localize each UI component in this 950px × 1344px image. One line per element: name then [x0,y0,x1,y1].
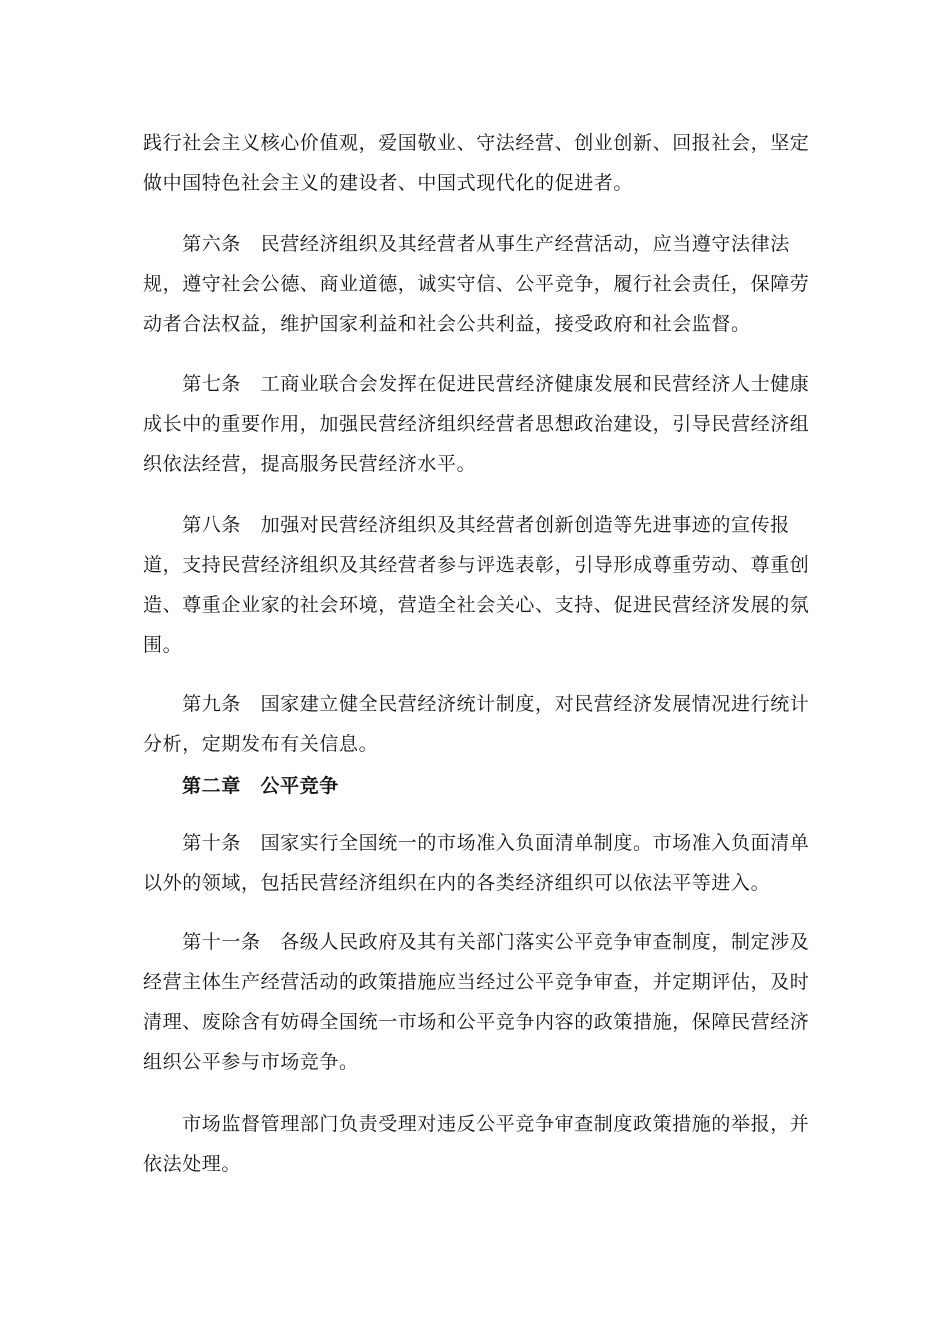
article-8 [143,505,810,665]
article-11-paragraph-2 [143,1104,810,1184]
paragraph-intro-continuation [143,123,810,203]
article-7 [143,364,810,484]
text-line: 做中国特色社会主义的建设者、中国式现代化的促进者。 [143,172,634,194]
text-line: 以外的领域，包括民营经济组织在内的各类经济组织可以依法平等进入。 [143,872,771,894]
text-line: 分析，定期发布有关信息。 [143,733,379,755]
article-6 [143,224,810,344]
article-11 [143,922,810,1082]
text-line: 第十条 国家实行全国统一的市场准入负面清单制度。市场准入负面清单 [143,832,810,854]
text-line: 依法处理。 [143,1153,242,1175]
text-line: 第十一条 各级人民政府及其有关部门落实公平竞争审查制度，制定涉及 [143,931,810,953]
text-line: 第七条 工商业联合会发挥在促进民营经济健康发展和民营经济人士健康 [143,373,810,395]
text-line: 第九条 国家建立健全民营经济统计制度，对民营经济发展情况进行统计 [143,693,810,715]
text-line: 造、尊重企业家的社会环境，营造全社会关心、支持、促进民营经济发展的氛 [143,594,810,616]
text-line: 第八条 加强对民营经济组织及其经营者创新创造等先进事迹的宣传报 [143,514,790,536]
text-line: 第六条 民营经济组织及其经营者从事生产经营活动，应当遵守法律法 [143,233,790,255]
text-line: 围。 [143,634,183,656]
text-line: 规，遵守社会公德、商业道德，诚实守信、公平竞争，履行社会责任，保障劳 [143,273,810,295]
text-line: 织依法经营，提高服务民营经济水平。 [143,453,477,475]
article-10 [143,823,810,903]
article-9 [143,684,810,764]
text-line: 践行社会主义核心价值观，爱国敬业、守法经营、创业创新、回报社会，坚定 [143,132,810,154]
text-line: 清理、废除含有妨碍全国统一市场和公平竞争内容的政策措施，保障民营经济 [143,1011,810,1033]
text-line: 市场监督管理部门负责受理对违反公平竞争审查制度政策措施的举报，并 [143,1113,810,1135]
text-line: 组织公平参与市场竞争。 [143,1051,359,1073]
text-line: 道，支持民营经济组织及其经营者参与评选表彰，引导形成尊重劳动、尊重创 [143,554,810,576]
chapter-heading: 第二章 公平竞争 [182,775,339,797]
text-line: 经营主体生产经营活动的政策措施应当经过公平竞争审查，并定期评估，及时 [143,971,810,993]
text-line: 成长中的重要作用，加强民营经济组织经营者思想政治建设，引导民营经济组 [143,413,810,435]
text-line: 动者合法权益，维护国家利益和社会公共利益，接受政府和社会监督。 [143,313,751,335]
